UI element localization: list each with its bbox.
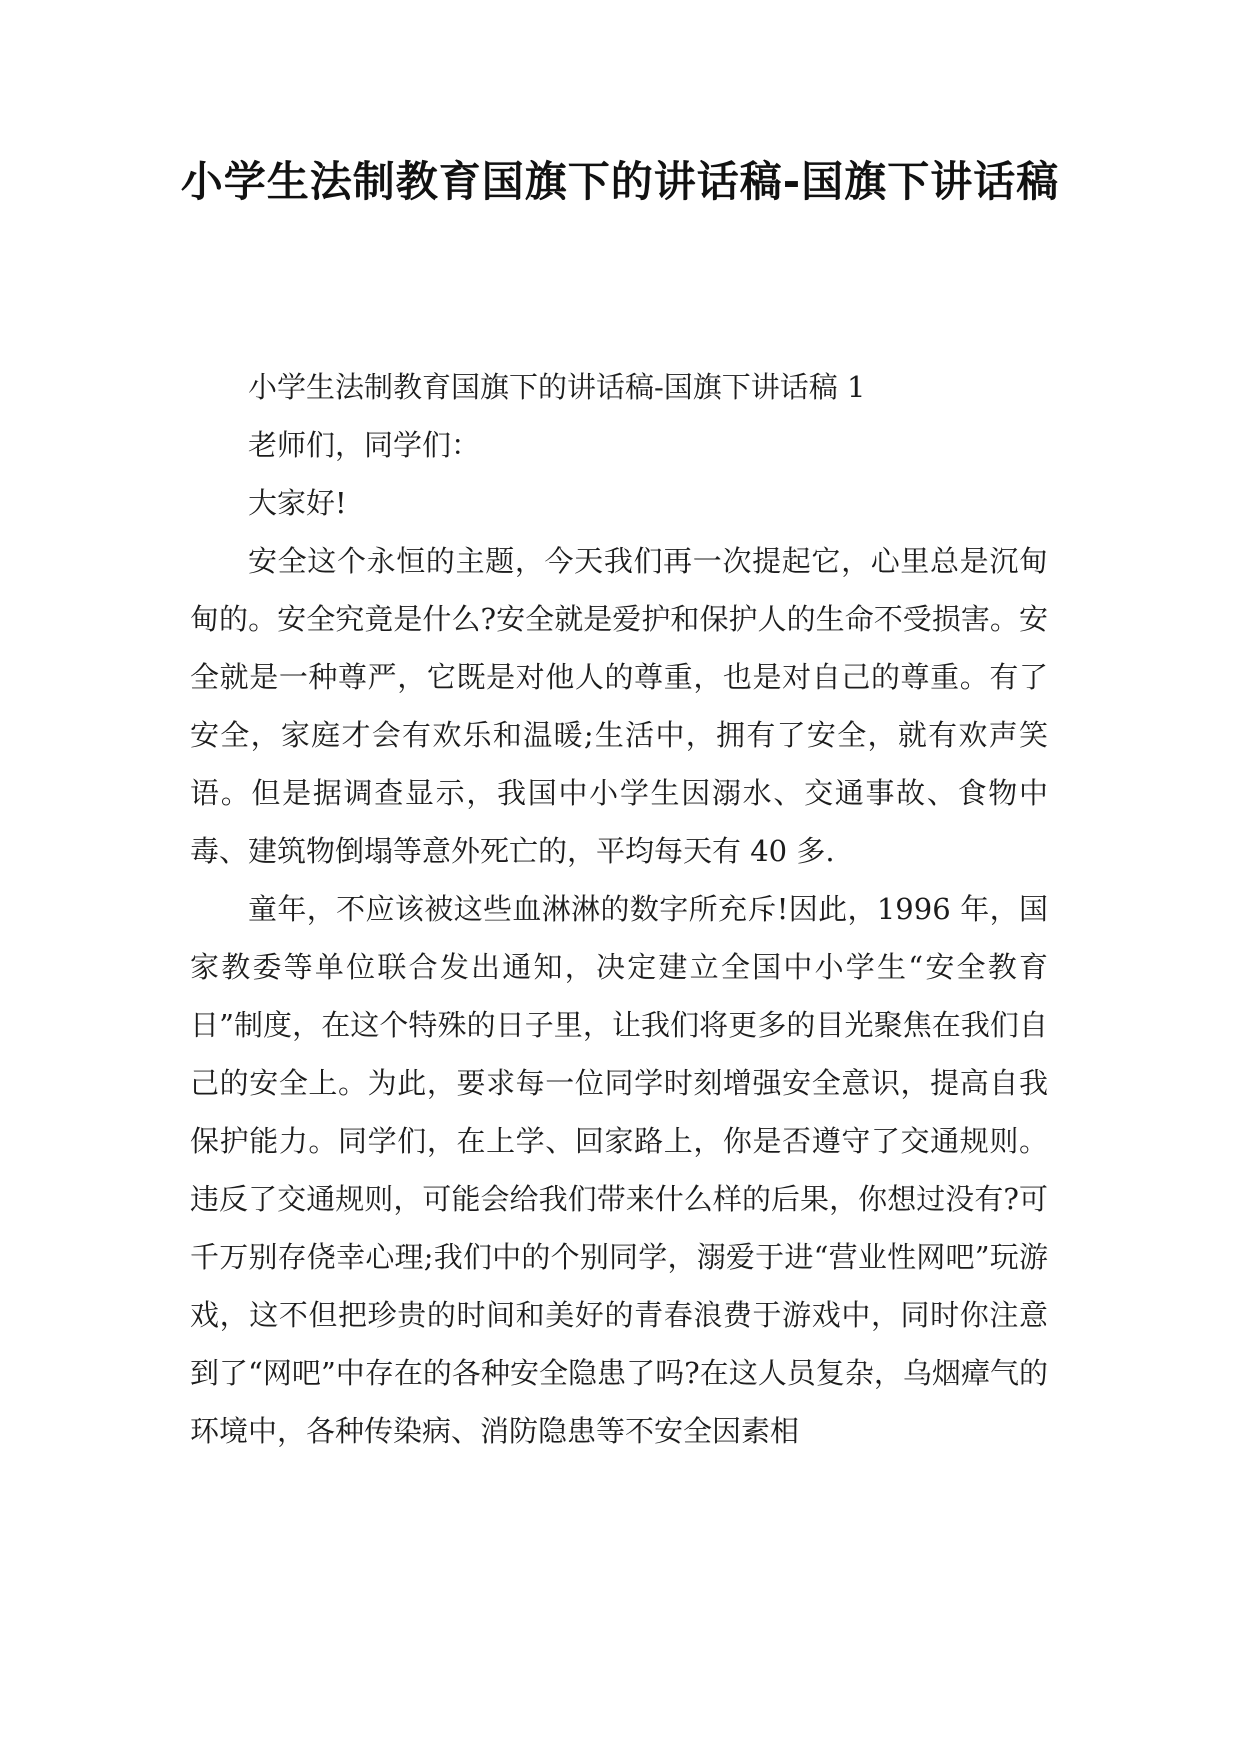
body-paragraph: 童年，不应该被这些血淋淋的数字所充斥!因此，1996 年，国家教委等单位联合发出通知，决定建立全国中小学生“安全教育日”制度，在这个特殊的日子里，让我们将更多的目光聚焦在我们自己的安全上。为此，要求每一位同学时刻增强安全意识，提高自我保护能力。同学们，在上学、回家路上，你是否遵守了交通规则。违反了交通规则，可能会给我们带来什么样的后果，你想过没有?可千万别存侥幸心理;我们中的个别同学，溺爱于进“营业性网吧”玩游戏，这不但把珍贵的时间和美好的青春浪费于游戏中，同时你注意到了“网吧”中存在的各种安全隐患了吗?在这人员复杂，乌烟瘴气的环境中，各种传染病、消防隐患等不安全因素相 [190,892,1048,1448]
document-title: 小学生法制教育国旗下的讲话稿-国旗下讲话稿 [180,157,1060,206]
document-body [190,358,1048,1460]
greeting: 大家好! [248,486,347,520]
body-paragraph: 安全这个永恒的主题，今天我们再一次提起它，心里总是沉甸甸的。安全究竟是什么?安全就是爱护和保护人的生命不受损害。安全就是一种尊严，它既是对他人的尊重，也是对自己的尊重。有了安全，家庭才会有欢乐和温暖;生活中，拥有了安全，就有欢声笑语。但是据调查显示，我国中小学生因溺水、交通事故、食物中毒、建筑物倒塌等意外死亡的，平均每天有 40 多. [190,544,1048,868]
section-heading: 小学生法制教育国旗下的讲话稿-国旗下讲话稿 1 [248,370,866,404]
salutation: 老师们，同学们： [248,428,481,462]
